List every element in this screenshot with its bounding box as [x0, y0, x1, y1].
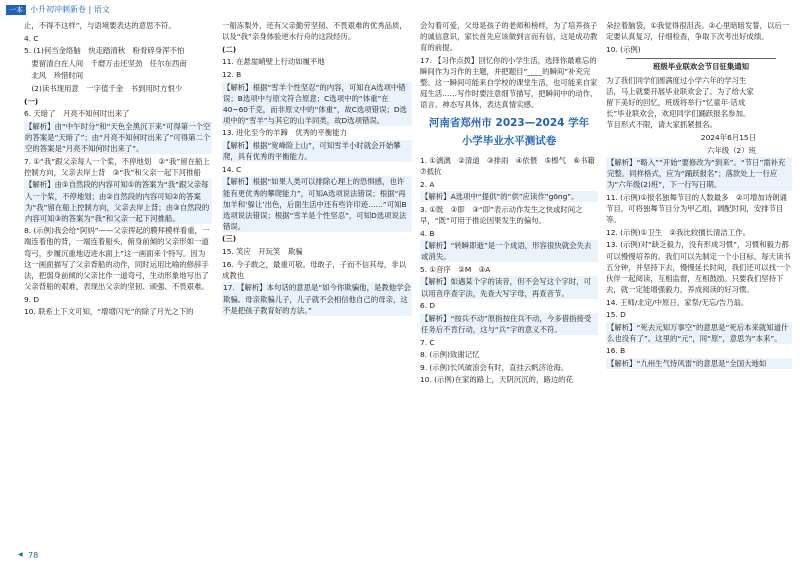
- page-header: [0, 0, 800, 22]
- analysis-note: 【解析】如遇某个字的读音，但不会写这个字时，可以用音序查字法，先查大写字母，再查音节。: [420, 276, 598, 298]
- answer-line: 9. D: [24, 294, 40, 304]
- answer-line: 13. 进化至今的羊蹄 优秀的平衡能力: [222, 128, 347, 138]
- answer-line: 北风 珍惜时间: [24, 71, 84, 81]
- analysis-note: 【解析】由①自然段的内容可知①的答案为“我”跟父亲每人一个桨，不停地划；由②自然段的内容可知②的答案为“我”留在船上控制方向，父亲去岸上背；由③自然段的内容可知③的答案为“我”和父亲一起下河推船。: [24, 179, 212, 223]
- answer-line: 15. 笑应 开玩笑 欺骗: [222, 247, 303, 257]
- answer-line: 8. (示例)我会给“阿妈”——父亲挥起的膜拜模样看重，一端连着他的背，一端连着船头，俯身前倾的父亲形如一道弯弓，步履沉重地迈进水面上”这一画面来个特写。因为这一画面描写了父亲背船的动作，同时运用比喻的修辞手法，把弱身前倾的父亲比作一道弯弓，生动形象地写出了父亲背船的艰难，表现出父亲的坚韧、顽强、不畏艰难。: [24, 226, 210, 291]
- answer-line: 5. ①音序 ②M ③A: [420, 264, 491, 274]
- answer-line: 16. B: [606, 346, 626, 356]
- analysis-note: 【解析】“按兵不动”原指按住兵不动，今多借指接受任务后不肯行动，这与“兵”字的意义不符。: [420, 313, 598, 335]
- answer-line: 4. B: [420, 228, 435, 238]
- page-number: 78: [28, 551, 39, 560]
- answer-line: 要留清白在人间 千磨万击还坚劲 任尔东西南: [24, 58, 187, 68]
- answer-line: 11. 在悬崖峭壁上行动如履平地: [222, 57, 325, 67]
- answer-line: 10. (示例)在家的路上，天阴沉沉的，路边的花: [420, 375, 573, 385]
- analysis-note: 【解析】A选项中“提供”的“供”应读作“gōng”。: [420, 191, 598, 202]
- analysis-note: 17. 【解析】本句话的意思是“如今你欺骗他，是教他学会欺骗。母亲欺骗儿子，儿子就不会相信他自己的母亲，这不是把孩子教育好的方法。”: [223, 283, 411, 315]
- book-brand: [6, 4, 110, 15]
- exam-title: 小学毕业水平测试卷: [461, 135, 557, 148]
- answer-line: 5. (1)何当金络脑 快走踏清秋 粉骨碎身浑不怕: [24, 46, 185, 56]
- section-heading: (三): [222, 234, 237, 244]
- analysis-note: 【解析】“九州生气恃风雷”的意思是“全国大地如: [606, 358, 792, 369]
- answer-line: 9. (示例)长风破浪会有时，直挂云帆济沧海。: [420, 362, 569, 372]
- answer-line: 3. ①既 ②即 ③“即”表示动作发生之快或时间之早，“既”可用于推论因果发生的偏句。: [420, 204, 583, 225]
- section-heading: (一): [24, 96, 39, 106]
- answer-line: 17. 【习作点拨】回忆你的小学生活，选择你最难忘的瞬间作为习作的主题，并把题目“____的瞬间”补充完整。这一瞬间可能来自学校的课堂生活，也可能来自家庭生活……写作时要注意细节描写，把瞬间中的动作、语言、神态写具体，表达真情实感。: [420, 55, 598, 110]
- answer-line: 15. D: [606, 310, 626, 320]
- exam-title-region: 河南省郑州市 2023—2024 学年: [428, 117, 590, 130]
- notice-signature: 六年级（2）班: [706, 145, 756, 155]
- analysis-note: 【解析】根据“雪羊个性坚忍”的内容，可知在A选项中错误；B选项中与原文符合原意；C选项中的“体重”在40~60千克，而非原文中的“体重”，故C选项错误；D选项中的“雪羊”与其它的山羊同类，故D选项错误。: [222, 82, 412, 126]
- notice-date: 2024年6月15日: [700, 132, 756, 142]
- analysis-note: 【解析】根据“宽峰险上山”，可知雪羊小时就会开始攀爬，具有优秀的平衡能力。: [222, 140, 412, 162]
- answer-line: 2. A: [420, 179, 435, 189]
- answer-line: 14. C: [222, 164, 242, 174]
- answer-line: 朵拉着脑袋，①我觉得很沮丧。②心里暗暗发誓，以后一定要认真复习，仔细检查，争取下次考出好成绩。: [606, 21, 790, 42]
- column-3: [420, 20, 603, 387]
- analysis-note: 【解析】“死去元知万事空”的意思是“死后本来就知道什么也没有了”。这里的“元”，同“原”，意思为“本来”。: [606, 322, 792, 344]
- answer-line: 6. D: [420, 301, 436, 311]
- answer-line: 4. C: [24, 33, 39, 43]
- answer-line: 13. (示例)对“缺乏毅力，没有形成习惯”，习惯和毅力都可以慢慢培养的。我们可以先制定一个小目标，每天读书五分钟，并坚持下去，慢慢延长时间，我们还可以找一个伙伴一起阅读，互相监督，互相鼓励。只要我们坚持下去，就一定能增强毅力，养成阅读的好习惯。: [606, 240, 791, 294]
- answer-line: 7. C: [420, 337, 435, 347]
- notice-body: 为了我们同学们圆满度过小学六年的学习生活，马上就要开展毕业联欢会了。为了给大家留下美好的回忆，班级将举行“忆童年·话成长”毕业联欢会，欢迎同学们踊跃报名参加。节目形式不限，请大家抓紧报名。: [606, 75, 754, 130]
- notice-title: 班级毕业联欢会节目征集通知: [626, 58, 776, 72]
- analysis-note: 【解析】“转瞬即逝”是一个成语，形容很快就会失去或消失。: [420, 240, 598, 262]
- analysis-note: 【解析】由“中午时分”和“天色全黑沉下来”可得第一个空的答案是“天暗了”；由“月亮不知何时出来了”可得第二个空的答案是“月亮不知何时出来了”。: [25, 121, 211, 154]
- answer-line: 6. 天暗了 月亮不知何时出来了: [24, 109, 130, 119]
- column-1: [24, 20, 212, 319]
- answer-line: (2)读书现用意 一字值千金 书到用时方恨少: [24, 84, 183, 94]
- analysis-note: 【解析】根据“如果人类可以排除心理上的恐惧感，也许能有更优秀的攀爬能力”，可知A选项说法错误；根据“再加羊和‘躲让’出色，后面生活中还有些许印迹……”可知B选项说法错误；根据“雪羊是个性坚忍”，可知D选项说法错误。: [222, 176, 412, 232]
- answer-line: 12. (示例)①卫生 ②我比较擅长清洁工作。: [606, 227, 750, 237]
- brand-badge: 一本: [6, 5, 26, 15]
- answer-line: 10. 联系上下文可知，“增增闪光”的除了月光之下的: [24, 307, 194, 317]
- column-2: [222, 20, 412, 317]
- answer-line: 10. (示例): [606, 44, 641, 54]
- section-heading: (二): [222, 44, 237, 54]
- analysis-note: 【解析】“略入”“开始”要修改为“到来”。“节日”需补充完整。同样格式，应为“踊跃报名”；落款处上一行应为“六年级(2)班”，下一行写日期。: [606, 157, 792, 190]
- answer-line: 7. ①“我”跟父亲每人一个桨，不停地划 ②“我”留在船上控制方向，父亲去岸上背 ③“我”和父亲一起下河推船: [24, 156, 210, 177]
- page-arrow-icon: ◀: [18, 551, 23, 558]
- answer-line: 会勾着可爱，父母是孩子的老师和榜样，为了培养孩子的诚信意识，家长首先应该做到言而有信，这是成功教育的前提。: [420, 21, 598, 53]
- answer-line: 一船冻梨外，还有父亲勤劳坚韧、不畏艰难的优秀品质，以及“我”亲身体验逆水行舟的这段经历。: [222, 21, 407, 42]
- answer-line: 止，不得不这样”，与语境要表达的意思不符。: [24, 21, 176, 30]
- answer-line: 8. (示例)致谢记忆: [420, 350, 480, 360]
- book-series-title: 小升初冲刺新卷 | 语文: [30, 5, 110, 14]
- column-4: [606, 20, 792, 371]
- answer-line: 1. ①漓漓 ②清道 ③排雨 ④依偎 ⑤檫气 ⑥书籍 ⑦抵抗: [420, 155, 603, 176]
- answer-line: 11. (示例)①报名独舞节目的人数最多 ②可增加诗朗诵节目，可将独舞节目分为甲乙组，调配时间，安排节目等。: [606, 193, 787, 225]
- answer-line: 12. B: [222, 69, 242, 79]
- answer-line: 14. 王师/北定/中原日，家祭/无忘/告乃翁。: [606, 297, 749, 307]
- answer-line: 16. 今子敢之，最重可敬。母敢子，子而不信其母，非以成教也: [222, 259, 407, 280]
